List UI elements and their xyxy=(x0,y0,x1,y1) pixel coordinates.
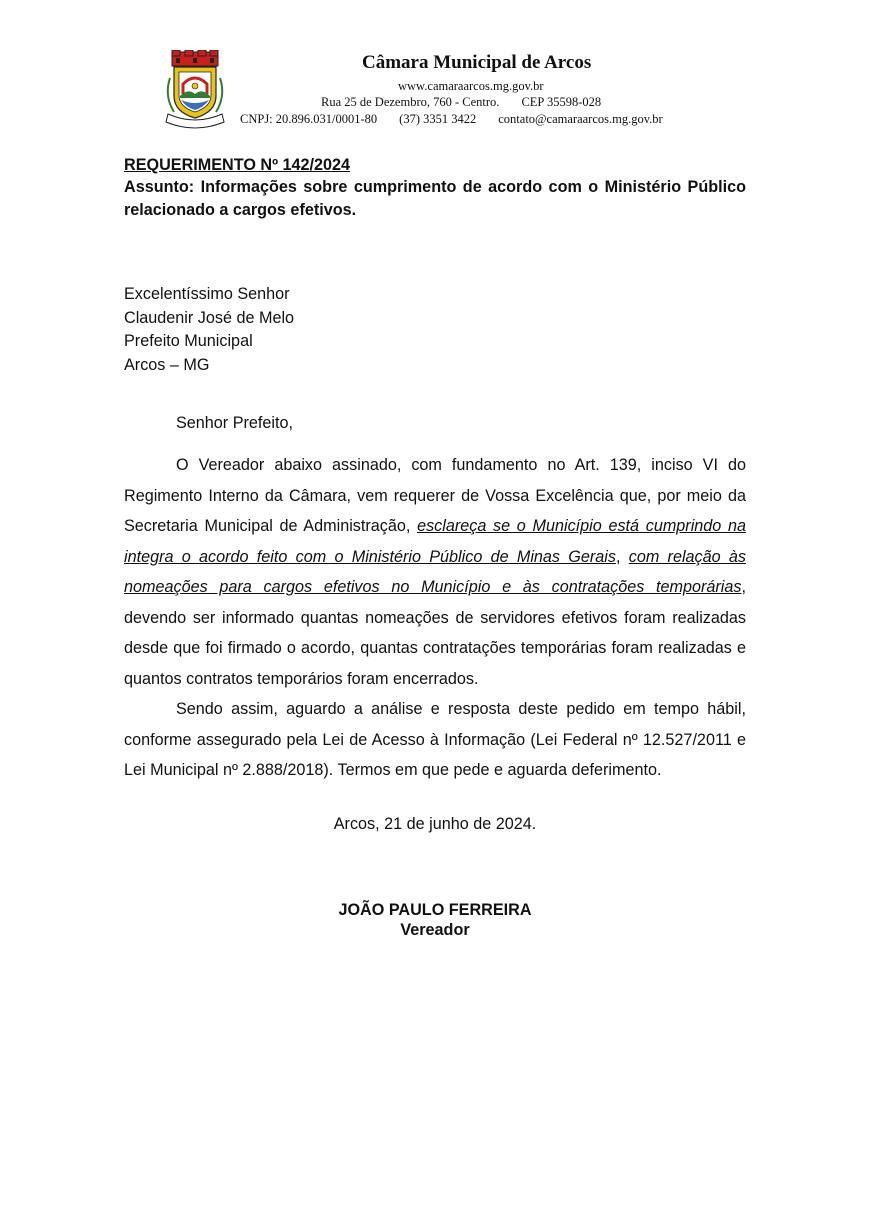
institution-email: contato@camaraarcos.mg.gov.br xyxy=(498,112,663,126)
body-paragraph-1 xyxy=(124,450,746,694)
recipient-line: Excelentíssimo Senhor xyxy=(124,285,290,303)
institution-address-line xyxy=(321,95,601,110)
paragraph-text: O Vereador abaixo assinado, com fundamento no Art. 139, inciso VI do Regimento Interno da Câmara, vem requerer de Vossa Excelência que, por meio da Secretaria Municipal de Administração, xyxy=(124,456,746,535)
institution-address: Rua 25 de Dezembro, 760 - Centro. xyxy=(321,95,500,109)
institution-phone: (37) 3351 3422 xyxy=(399,112,477,126)
emphasized-text: com relação às nomeações para cargos efetivos no Município e às contratações temporárias xyxy=(124,547,746,596)
recipient-line: Prefeito Municipal xyxy=(124,332,253,350)
institution-name: Câmara Municipal de Arcos xyxy=(362,52,592,73)
paragraph-text: , xyxy=(615,547,629,566)
emphasized-text: esclareça se o Município está cumprindo na integra o acordo feito com o Ministério Público de Minas Gerais xyxy=(124,517,746,566)
coat-of-arms-icon xyxy=(160,50,230,134)
document-title: REQUERIMENTO Nº 142/2024 xyxy=(124,156,351,174)
document-subject: Assunto: Informações sobre cumprimento de acordo com o Ministério Público relacionado a cargos efetivos. xyxy=(124,178,746,219)
recipient-line: Arcos – MG xyxy=(124,355,210,374)
institution-cep: CEP 35598-028 xyxy=(521,95,602,109)
place-and-date: Arcos, 21 de junho de 2024. xyxy=(333,815,537,833)
recipient-line: Claudenir José de Melo xyxy=(124,308,295,327)
paragraph-text: , devendo ser informado quantas nomeações de servidores efetivos foram realizadas desde que foi firmado o acordo, quantas contratações temporárias foram realizadas e quantos contratos temporários foram encerrados. xyxy=(124,578,746,688)
body-paragraph-2: Sendo assim, aguardo a análise e resposta deste pedido em tempo hábil, conforme assegurado pela Lei de Acesso à Informação (Lei Federal nº 12.527/2011 e Lei Municipal nº 2.888/2018). Termos em que pede e aguarda deferimento. xyxy=(124,700,746,779)
recipient-block xyxy=(124,283,746,377)
institution-contact-line xyxy=(240,112,663,127)
institution-website: www.camaraarcos.mg.gov.br xyxy=(398,79,544,93)
signatory-name: JOÃO PAULO FERREIRA xyxy=(338,901,532,919)
signatory-role: Vereador xyxy=(400,921,470,939)
institution-cnpj: CNPJ: 20.896.031/0001-80 xyxy=(240,112,378,126)
salutation: Senhor Prefeito, xyxy=(176,414,293,432)
